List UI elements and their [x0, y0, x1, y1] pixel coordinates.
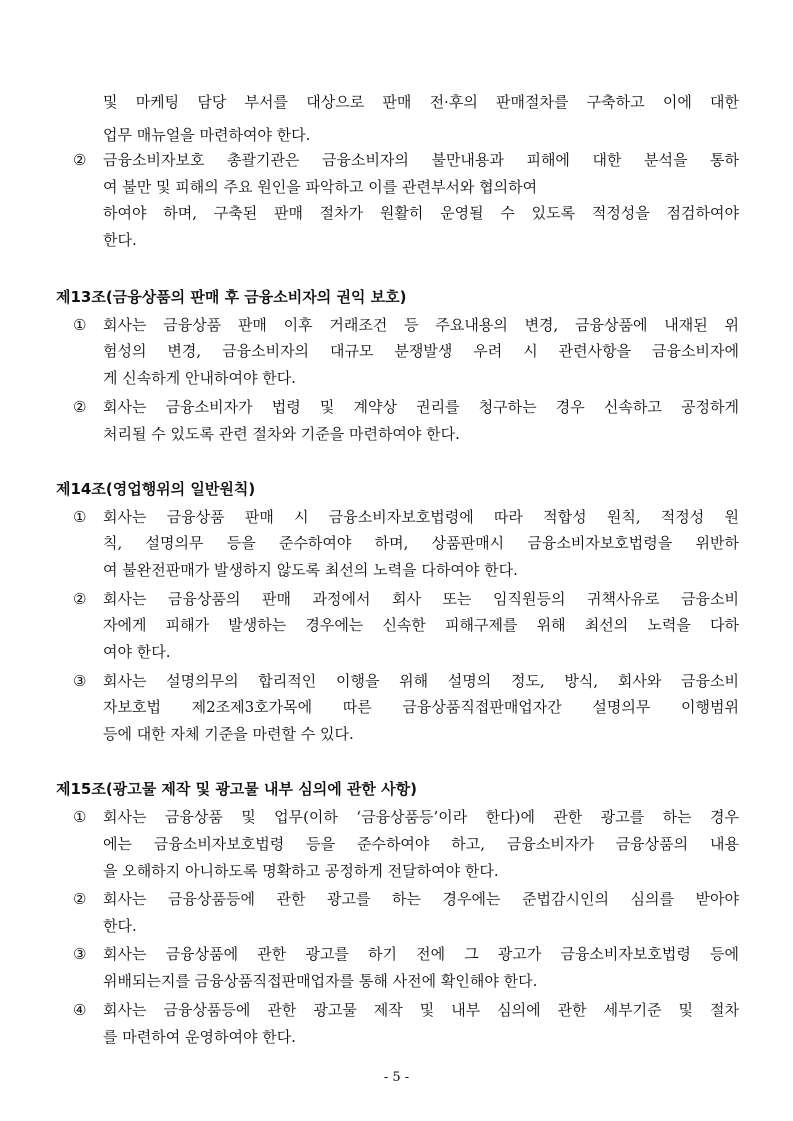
paragraph-line: 자보호법 제2조제3호가목에 따른 금융상품직접판매업자간 설명의무 이행범위 [103, 698, 739, 716]
page-number: - 5 - [383, 1070, 410, 1085]
article-heading: 제14조(영업행위의 일반원칙) [56, 480, 256, 498]
item-marker: ② [73, 890, 87, 908]
paragraph-line: 칙, 설명의무 등을 준수하여야 하며, 상품판매시 금융소비자보호법령을 위반하 [103, 534, 739, 552]
paragraph-line: 여 불만 및 피해의 주요 원인을 파악하고 이를 관련부서와 협의하여 [103, 178, 538, 196]
paragraph-line: 회사는 금융상품 및 업무(이하 ‘금융상품등’이라 한다)에 관한 광고를 하는 경우 [103, 808, 739, 826]
paragraph-line: 금융소비자보호 총괄기관은 금융소비자의 불만내용과 피해에 대한 분석을 통하 [103, 151, 739, 169]
item-marker: ① [73, 316, 87, 334]
paragraph-line: 여 불완전판매가 발생하지 않도록 최선의 노력을 다하여야 한다. [103, 561, 518, 579]
paragraph-line: 한다. [103, 231, 137, 249]
paragraph-line: 위배되는지를 금융상품직접판매업자를 통해 사전에 확인해야 한다. [103, 972, 538, 990]
paragraph-line: 게 신속하게 안내하여야 한다. [103, 369, 296, 387]
item-marker: ③ [73, 945, 87, 963]
paragraph-line: 여야 한다. [103, 643, 171, 661]
paragraph-line: 등에 대한 자체 기준을 마련할 수 있다. [103, 725, 354, 743]
item-marker: ③ [73, 672, 87, 690]
paragraph-line: 회사는 금융소비자가 법령 및 계약상 권리를 청구하는 경우 신속하고 공정하게 [103, 398, 739, 416]
paragraph-line: 회사는 금융상품에 관한 광고를 하기 전에 그 광고가 금융소비자보호법령 등에 [103, 945, 739, 963]
paragraph-line: 회사는 금융상품의 판매 과정에서 회사 또는 임직원등의 귀책사유로 금융소비 [103, 590, 739, 608]
item-marker: ④ [73, 1001, 87, 1019]
paragraph-line: 회사는 금융상품등에 관한 광고물 제작 및 내부 심의에 관한 세부기준 및 절차 [103, 1001, 739, 1019]
paragraph-line: 험성의 변경, 금융소비자의 대규모 분쟁발생 우려 시 관련사항을 금융소비자에 [103, 342, 739, 360]
article-heading: 제13조(금융상품의 판매 후 금융소비자의 권익 보호) [56, 288, 407, 306]
article-heading: 제15조(광고물 제작 및 광고물 내부 심의에 관한 사항) [56, 780, 417, 798]
paragraph-line: 회사는 금융상품등에 관한 광고를 하는 경우에는 준법감시인의 심의를 받아야 [103, 890, 739, 908]
paragraph-line: 업무 매뉴얼을 마련하여야 한다. [103, 126, 311, 144]
paragraph-line: 를 마련하여 운영하여야 한다. [103, 1028, 296, 1046]
paragraph-line: 및 마케팅 담당 부서를 대상으로 판매 전·후의 판매절차를 구축하고 이에 대한 [103, 93, 739, 111]
item-marker: ① [73, 808, 87, 826]
paragraph-line: 한다. [103, 917, 137, 935]
item-marker: ② [73, 151, 87, 169]
paragraph-line: 을 오해하지 아니하도록 명확하고 공정하게 전달하여야 한다. [103, 862, 499, 880]
paragraph-line: 회사는 금융상품 판매 이후 거래조건 등 주요내용의 변경, 금융상품에 내재된 위 [103, 316, 739, 334]
paragraph-line: 하여야 하며, 구축된 판매 절차가 원활히 운영될 수 있도록 적정성을 점검하여야 [103, 204, 739, 222]
item-marker: ① [73, 508, 87, 526]
item-marker: ② [73, 398, 87, 416]
paragraph-line: 회사는 금융상품 판매 시 금융소비자보호법령에 따라 적합성 원칙, 적정성 원 [103, 508, 739, 526]
item-marker: ② [73, 590, 87, 608]
paragraph-line: 자에게 피해가 발생하는 경우에는 신속한 피해구제를 위해 최선의 노력을 다하 [103, 616, 739, 634]
paragraph-line: 회사는 설명의무의 합리적인 이행을 위해 설명의 정도, 방식, 회사와 금융소비 [103, 672, 739, 690]
paragraph-line: 에는 금융소비자보호법령 등을 준수하여야 하고, 금융소비자가 금융상품의 내용 [103, 835, 739, 853]
paragraph-line: 처리될 수 있도록 관련 절차와 기준을 마련하여야 한다. [103, 425, 460, 443]
